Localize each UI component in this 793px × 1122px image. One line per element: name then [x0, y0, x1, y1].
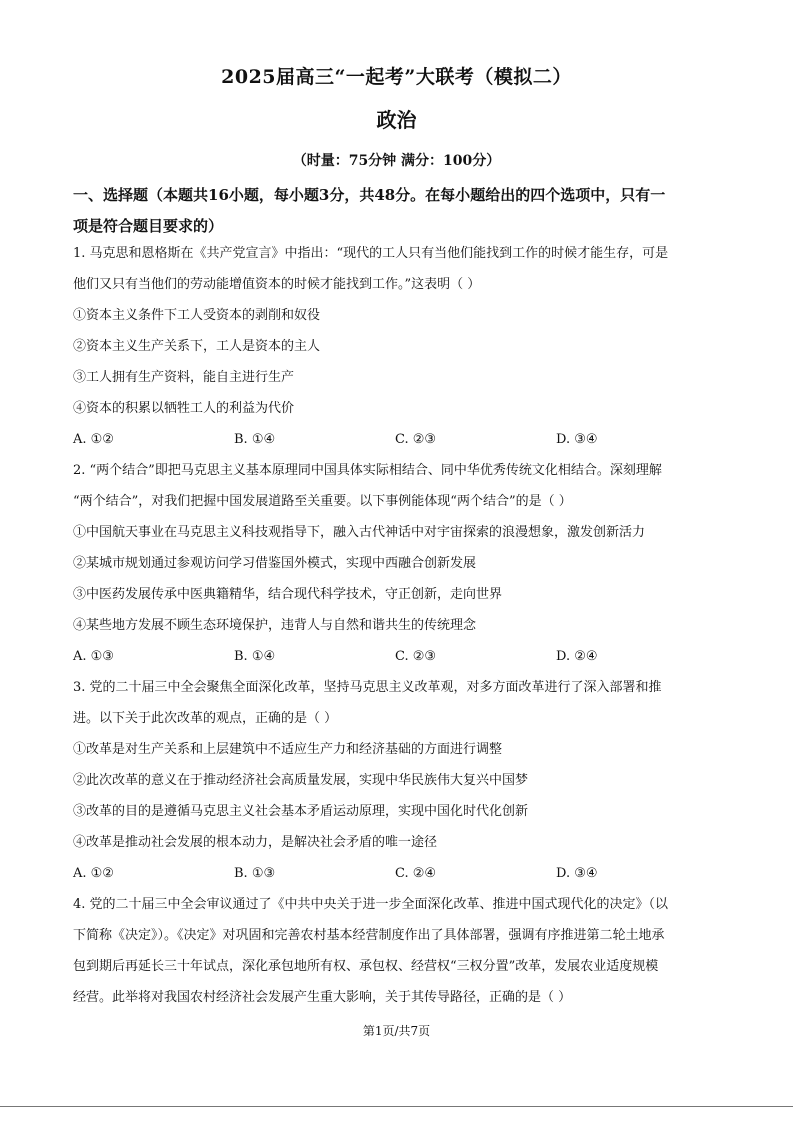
answer-options: [73, 641, 725, 672]
option-c: C. ②④: [395, 866, 437, 881]
question-stem-line: 进。以下关于此次改革的观点，正确的是（ ）: [73, 711, 338, 726]
statement-item: ④改革是推动社会发展的根本动力，是解决社会矛盾的唯一途径: [73, 835, 438, 850]
question-stem-line: 包到期后再延长三十年试点，深化承包地所有权、承包权、经营权“三权分置”改革，发展农业适度规模: [73, 959, 659, 974]
page-number: 第1页/共7页: [362, 1024, 431, 1038]
section-heading-line: 项是符合题目要求的）: [73, 217, 224, 235]
statement-item: ①中国航天事业在马克思主义科技观指导下，融入古代神话中对宇宙探索的浪漫想象，激发创新活力: [73, 525, 646, 540]
option-b: B. ①③: [234, 866, 276, 881]
statement-item: ④某些地方发展不顾生态环境保护，违背人与自然和谐共生的传统理念: [73, 618, 477, 633]
option-d: D. ②④: [556, 649, 598, 664]
time-info: （时量：75分钟 满分：100分）: [292, 153, 501, 169]
statement-item: ①改革是对生产关系和上层建筑中不适应生产力和经济基础的方面进行调整: [73, 742, 503, 757]
question-stem-line: 4. 党的二十届三中全会审议通过了《中共中央关于进一步全面深化改革、推进中国式现代化的决定》（以: [73, 897, 669, 912]
statement-item: ④资本的积累以牺牲工人的利益为代价: [73, 401, 295, 416]
question-stem-line: 1. 马克思和恩格斯在《共产党宣言》中指出：“现代的工人只有当他们能找到工作的时候才能生存，可是: [73, 246, 669, 261]
question-2: [73, 455, 725, 672]
section-heading: [73, 180, 723, 242]
option-b: B. ①④: [234, 432, 276, 447]
option-c: C. ②③: [395, 432, 437, 447]
question-stem-line: 3. 党的二十届三中全会聚焦全面深化改革，坚持马克思主义改革观，对多方面改革进行了深入部署和推: [73, 680, 662, 695]
option-b: B. ①④: [234, 649, 276, 664]
statement-item: ①资本主义条件下工人受资本的剥削和奴役: [73, 308, 321, 323]
question-stem-line: 下简称《决定》）。《决定》对巩固和完善农村基本经营制度作出了具体部署，强调有序推进第二轮土地承: [73, 928, 665, 943]
question-stem-line: “两个结合”，对我们把握中国发展道路至关重要。以下事例能体现“两个结合”的是（ ）: [73, 494, 572, 509]
question-stem-line: 他们又只有当他们的劳动能增值资本的时候才能找到工作。”这表明（ ）: [73, 277, 481, 292]
option-d: D. ③④: [556, 866, 598, 881]
bottom-divider: [0, 1106, 793, 1107]
question-3: [73, 672, 725, 889]
answer-options: [73, 424, 725, 455]
option-a: A. ①③: [73, 649, 114, 664]
question-4: [73, 889, 725, 1013]
question-1: [73, 238, 725, 455]
statement-item: ②此次改革的意义在于推动经济社会高质量发展，实现中华民族伟大复兴中国梦: [73, 773, 529, 788]
section-heading-line: 一、选择题（本题共16小题，每小题3分，共48分。在每小题给出的四个选项中，只有一: [73, 186, 666, 204]
option-d: D. ③④: [556, 432, 598, 447]
exam-title: 2025届高三“一起考”大联考（模拟二）: [221, 66, 572, 88]
question-stem-line: 2. “两个结合”即把马克思主义基本原理同中国具体实际相结合、同中华优秀传统文化相结合。深刻理解: [73, 463, 662, 478]
statement-item: ③中医药发展传承中医典籍精华，结合现代科学技术，守正创新，走向世界: [73, 587, 503, 602]
option-c: C. ②③: [395, 649, 437, 664]
answer-options: [73, 858, 725, 889]
statement-item: ②某城市规划通过参观访问学习借鉴国外模式，实现中西融合创新发展: [73, 556, 477, 571]
question-stem-line: 经营。此举将对我国农村经济社会发展产生重大影响，关于其传导路径，正确的是（ ）: [73, 990, 572, 1005]
subject-title: 政治: [376, 108, 417, 132]
option-a: A. ①②: [73, 866, 114, 881]
statement-item: ③工人拥有生产资料，能自主进行生产: [73, 370, 295, 385]
statement-item: ③改革的目的是遵循马克思主义社会基本矛盾运动原理，实现中国化时代化创新: [73, 804, 529, 819]
option-a: A. ①②: [73, 432, 114, 447]
question-list: [73, 238, 725, 1013]
statement-item: ②资本主义生产关系下，工人是资本的主人: [73, 339, 321, 354]
